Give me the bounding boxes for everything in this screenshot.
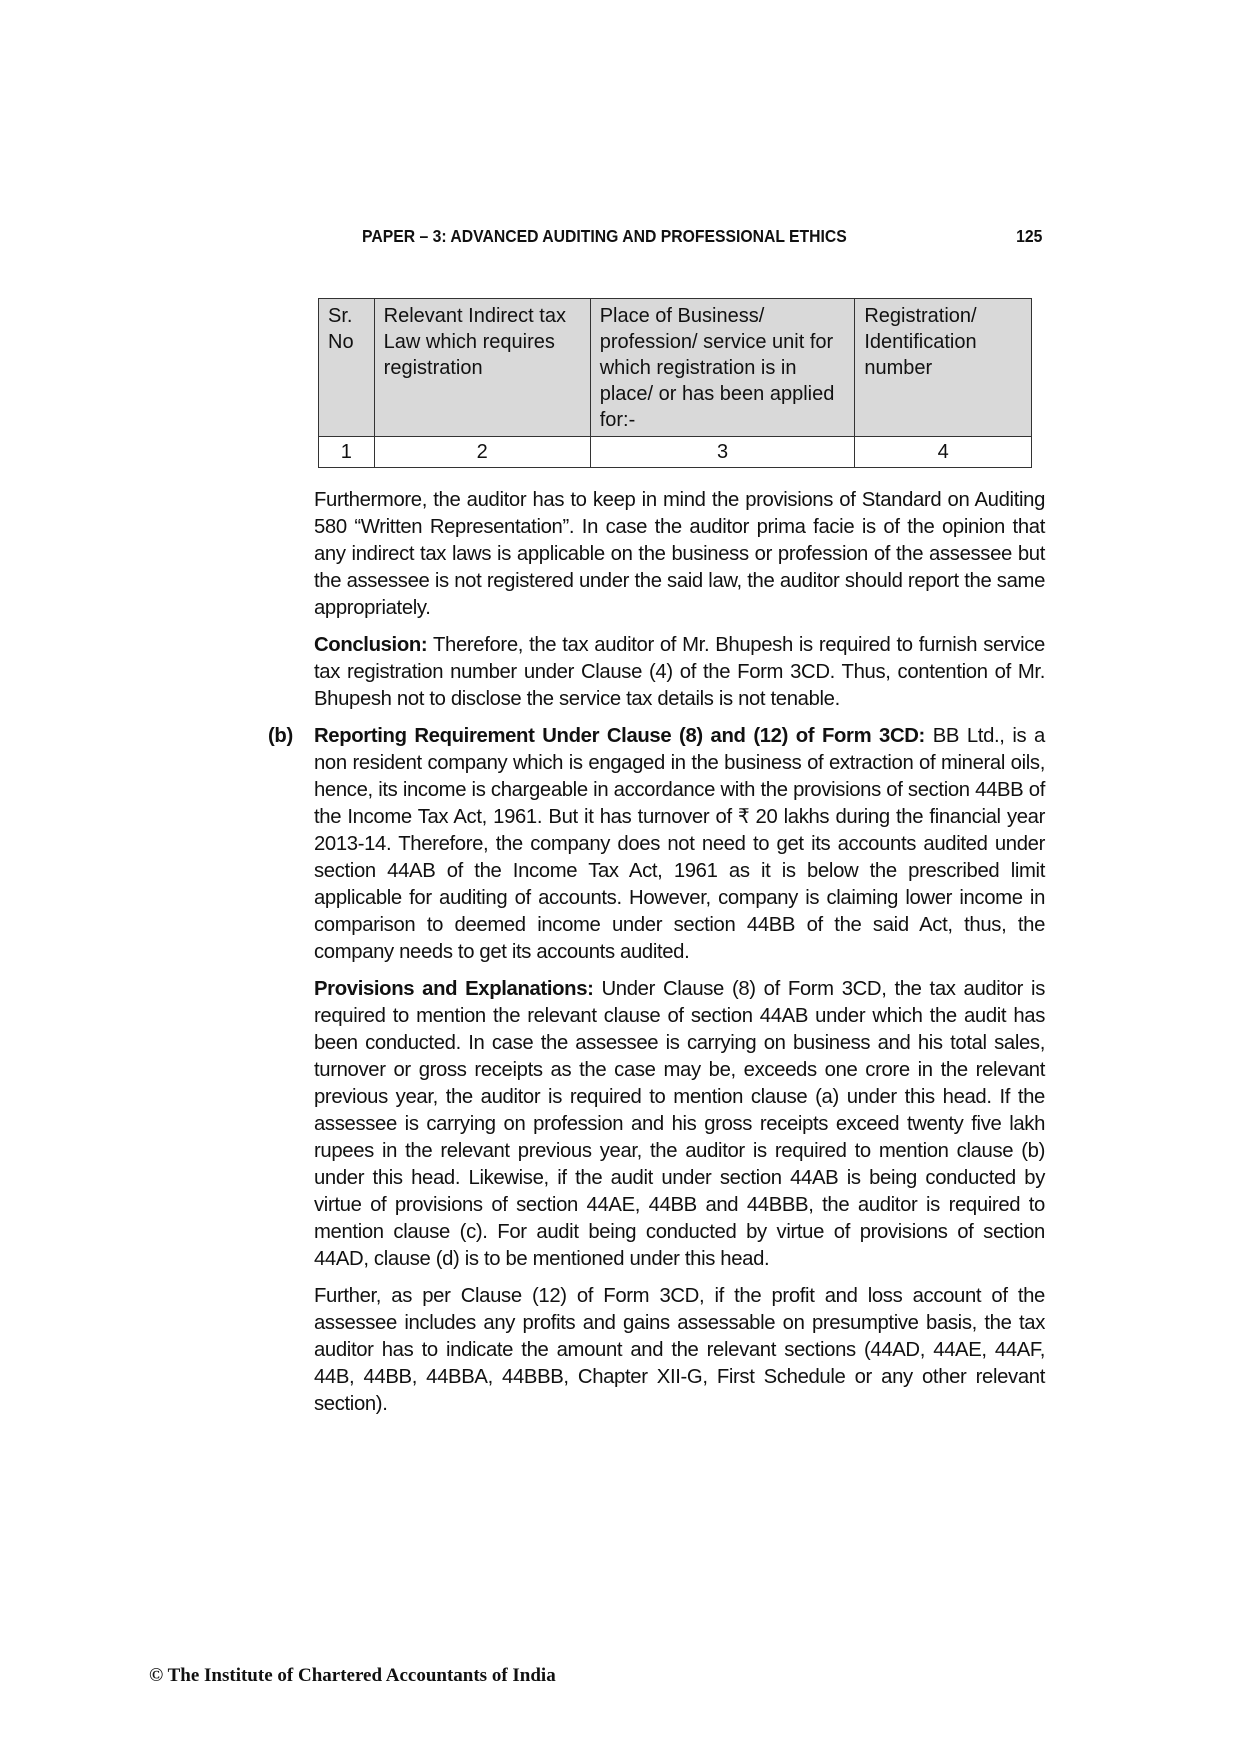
table-cell: 2 <box>374 437 590 468</box>
provisions-text: Under Clause (8) of Form 3CD, the tax auditor is required to mention the relevant clause of section 44AB under which the audit has been conducted. In case the assessee is carrying on business and his total sales, turnover or gross receipts as the case may be, exceeds one crore in the relevant previous year, the auditor is required to mention clause (a) under this head. If the assessee is carrying on profession and his gross receipts exceed twenty five lakh rupees in the relevant previous year, the auditor is required to mention clause (b) under this head. Likewise, if the audit under section 44AB is being conducted by virtue of provisions of section 44AE, 44BB and 44BBB, the auditor is required to mention clause (c). For audit being conducted by virtue of provisions of section 44AD, clause (d) is to be mentioned under this head. <box>314 978 1045 1270</box>
page-number: 125 <box>1016 226 1043 246</box>
header-sr-no: Sr. No <box>319 299 375 437</box>
conclusion-label: Conclusion: <box>314 634 428 656</box>
provisions-label: Provisions and Explanations: <box>314 978 594 1000</box>
list-item-b <box>268 723 1045 966</box>
footer-copyright: © The Institute of Chartered Accountants of India <box>149 1665 556 1686</box>
conclusion-text: Therefore, the tax auditor of Mr. Bhupesh is required to furnish service tax registration number under Clause (4) of the Form 3CD. Thus, contention of Mr. Bhupesh not to disclose the service tax details is not tenable. <box>314 634 1045 710</box>
paper-title: PAPER – 3: ADVANCED AUDITING AND PROFESSIONAL ETHICS <box>362 226 847 246</box>
header-relevant-law: Relevant Indirect tax Law which requires registration <box>374 299 590 437</box>
registration-table <box>318 298 1032 468</box>
table-cell: 4 <box>855 437 1032 468</box>
item-b-text: BB Ltd., is a non resident company which is engaged in the business of extraction of mineral oils, hence, its income is chargeable in accordance with the provisions of section 44BB of the Income Tax Act, 1961. But it has turnover of ₹ 20 lakhs during the financial year 2013-14. Therefore, the company does not need to get its accounts audited under section 44AB of the Income Tax Act, 1961 as it is below the prescribed limit applicable for auditing of accounts. However, company is claiming lower income in comparison to deemed income under section 44BB of the said Act, thus, the company needs to get its accounts audited. <box>314 725 1045 963</box>
table-row <box>319 437 1032 468</box>
item-b-heading: Reporting Requirement Under Clause (8) and (12) of Form 3CD: <box>314 725 925 747</box>
paragraph-further: Further, as per Clause (12) of Form 3CD, if the profit and loss account of the assessee includes any profits and gains assessable on presumptive basis, the tax auditor has to indicate the amount and the relevant sections (44AD, 44AE, 44AF, 44B, 44BB, 44BBA, 44BBB, Chapter XII-G, First Schedule or any other relevant section). <box>314 1285 1045 1415</box>
item-b-label: (b) <box>268 725 293 747</box>
paragraph-written-representation: Furthermore, the auditor has to keep in mind the provisions of Standard on Auditing 580 “Written Representation”. In case the auditor prima facie is of the opinion that any indirect tax laws is applicable on the business or profession of the assessee but the assessee is not registered under the said law, the auditor should report the same appropriately. <box>314 489 1045 619</box>
header-place-of-business: Place of Business/ profession/ service unit for which registration is in place/ or has been applied for:- <box>590 299 855 437</box>
header-registration-number: Registration/ Identification number <box>855 299 1032 437</box>
table-cell: 1 <box>319 437 375 468</box>
paragraph-conclusion <box>314 632 1045 713</box>
paragraph-provisions <box>314 976 1045 1273</box>
table-header-row <box>319 299 1032 437</box>
body-content <box>268 487 1045 1428</box>
table-cell: 3 <box>590 437 855 468</box>
